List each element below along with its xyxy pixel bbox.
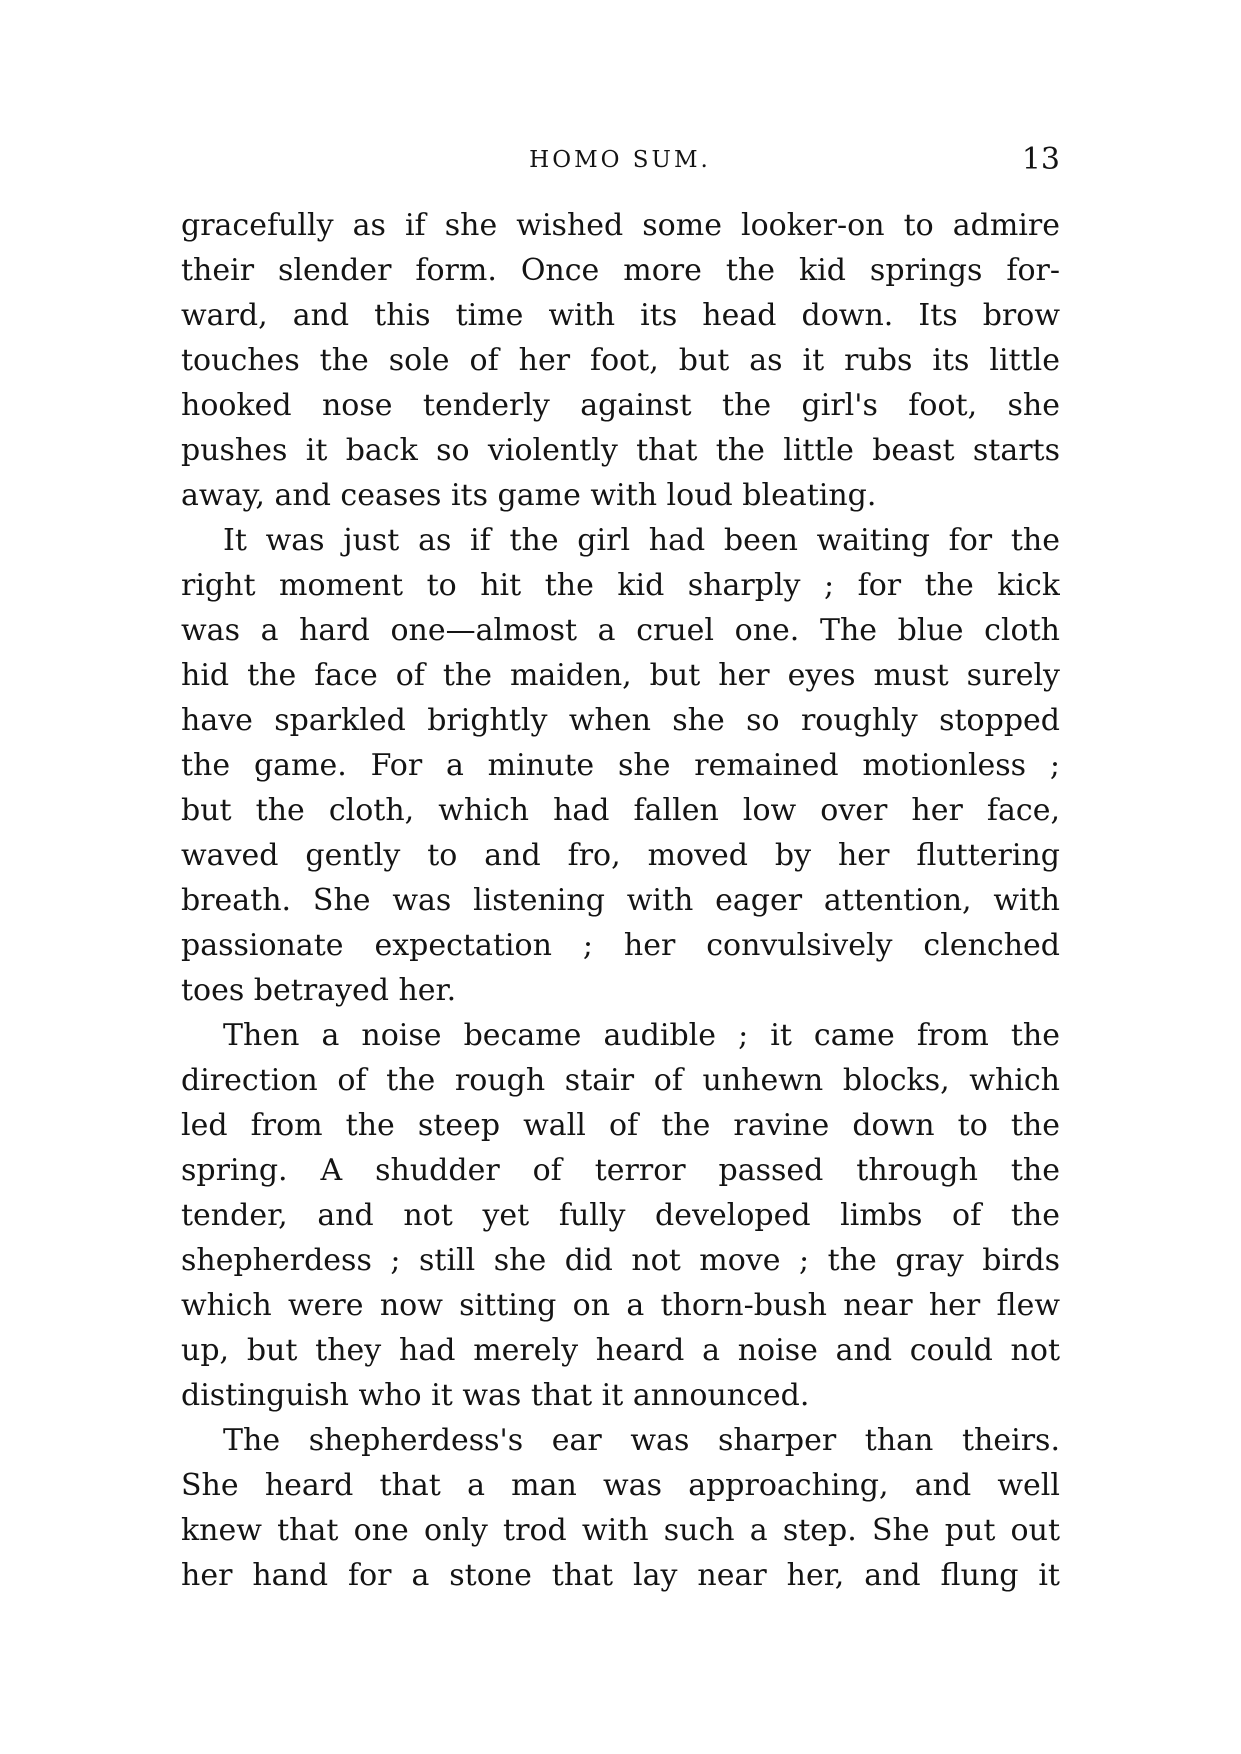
- text-line: ward, and this time with its head down. Its brow: [181, 298, 1060, 333]
- text-line: She heard that a man was approaching, and well: [181, 1468, 1060, 1503]
- running-title: HOMO SUM.: [529, 147, 711, 173]
- text-line: pushes it back so violently that the little beast starts: [181, 433, 1060, 468]
- text-line: which were now sitting on a thorn-bush near her flew: [181, 1288, 1060, 1323]
- text-line: tender, and not yet fully developed limbs of the: [181, 1198, 1060, 1233]
- text-line: hooked nose tenderly against the girl's foot, she: [181, 388, 1060, 423]
- text-line: waved gently to and fro, moved by her fluttering: [181, 838, 1060, 873]
- text-line: their slender form. Once more the kid springs for-: [181, 253, 1060, 288]
- page-number: 13: [1021, 142, 1060, 177]
- text-line: have sparkled brightly when she so roughly stopped: [181, 703, 1060, 738]
- text-line: breath. She was listening with eager attention, with: [181, 883, 1060, 918]
- text-line: gracefully as if she wished some looker-on to admire: [181, 208, 1060, 243]
- text-line: Then a noise became audible ; it came from the: [223, 1018, 1060, 1053]
- text-line: knew that one only trod with such a step. She put out: [181, 1513, 1060, 1548]
- text-line: away, and ceases its game with loud bleating.: [181, 478, 877, 513]
- text-line: the game. For a minute she remained motionless ;: [181, 748, 1060, 783]
- text-line: up, but they had merely heard a noise and could not: [181, 1333, 1060, 1368]
- text-line: spring. A shudder of terror passed through the: [181, 1153, 1060, 1188]
- text-line: shepherdess ; still she did not move ; the gray birds: [181, 1243, 1060, 1278]
- text-line: right moment to hit the kid sharply ; for the kick: [181, 568, 1060, 603]
- text-line: hid the face of the maiden, but her eyes must surely: [181, 658, 1060, 693]
- text-line: her hand for a stone that lay near her, and flung it: [181, 1558, 1060, 1593]
- text-line: direction of the rough stair of unhewn blocks, which: [181, 1063, 1060, 1098]
- text-line: but the cloth, which had fallen low over her face,: [181, 793, 1060, 828]
- text-line: was a hard one—almost a cruel one. The blue cloth: [181, 613, 1060, 648]
- text-line: toes betrayed her.: [181, 973, 457, 1008]
- running-head: [180, 140, 1060, 180]
- text-line: The shepherdess's ear was sharper than theirs.: [223, 1423, 1060, 1458]
- text-line: distinguish who it was that it announced.: [181, 1378, 810, 1413]
- text-line: It was just as if the girl had been waiting for the: [223, 523, 1060, 558]
- text-line: led from the steep wall of the ravine down to the: [181, 1108, 1060, 1143]
- text-line: passionate expectation ; her convulsively clenched: [181, 928, 1060, 963]
- body-text: [181, 203, 1060, 1598]
- text-line: touches the sole of her foot, but as it rubs its little: [181, 343, 1060, 378]
